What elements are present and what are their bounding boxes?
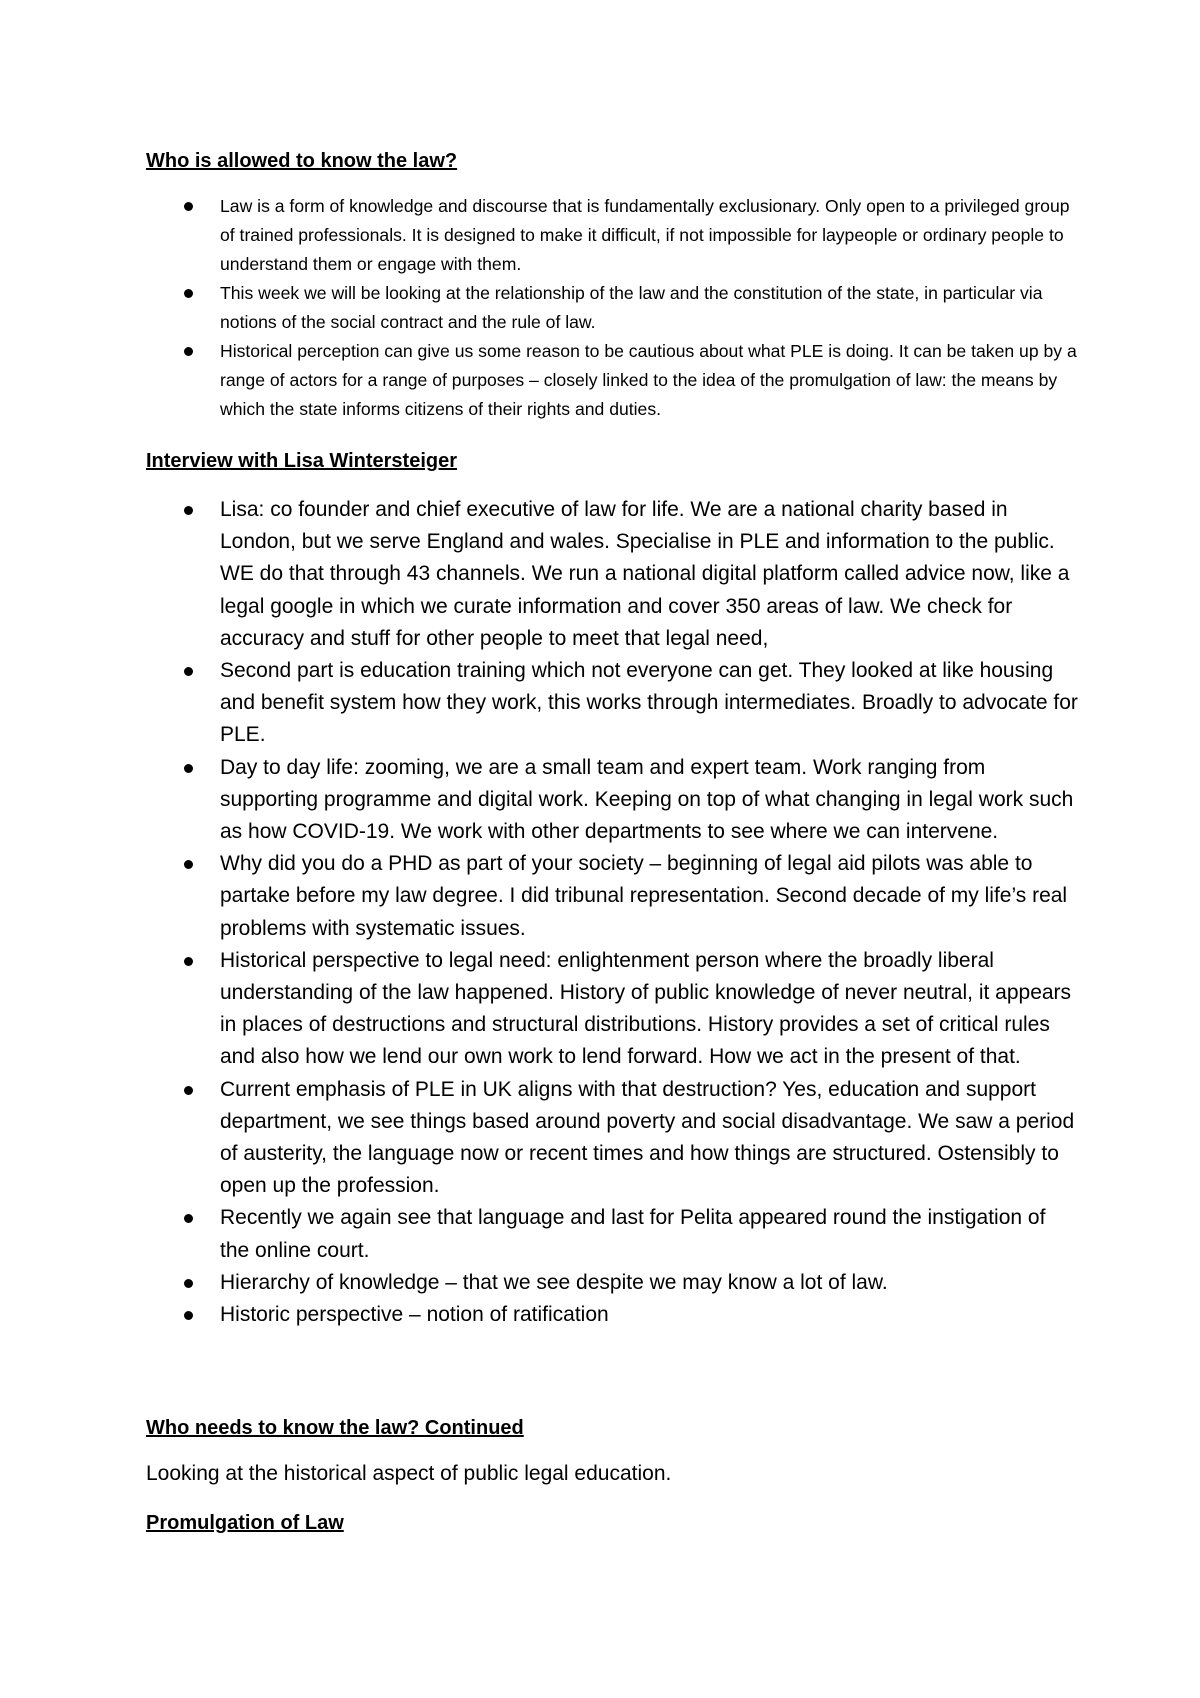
section-heading: Interview with Lisa Wintersteiger <box>146 450 458 472</box>
list-item: Why did you do a PHD as part of your society – beginning of legal aid pilots was able to partake before my law degree. I did tribunal representation. Second decade of my life’s real problems with systematic issues. <box>0 848 1080 945</box>
list-item: Current emphasis of PLE in UK aligns with that destruction? Yes, education and support department, we see things based around poverty and social disadvantage. We saw a period of austerity, the language now or recent times and how things are structured. Ostensibly to open up the profession. <box>0 1074 1080 1203</box>
bullet-list <box>0 192 1080 424</box>
list-item: Historic perspective – notion of ratification <box>0 1299 1080 1331</box>
list-item: Day to day life: zooming, we are a small team and expert team. Work ranging from supporting programme and digital work. Keeping on top of what changing in legal work such as how COVID-19. We work with other departments to see where we can intervene. <box>0 752 1080 849</box>
list-item: This week we will be looking at the relationship of the law and the constitution of the state, in particular via notions of the social contract and the rule of law. <box>0 279 1080 337</box>
section-heading: Who is allowed to know the law? <box>146 150 458 172</box>
list-item: Historical perspective to legal need: enlightenment person where the broadly liberal understanding of the law happened. History of public knowledge of never neutral, it appears in places of destructions and structural distributions. History provides a set of critical rules and also how we lend our own work to lend forward. How we act in the present of that. <box>0 945 1080 1074</box>
list-item: Hierarchy of knowledge – that we see despite we may know a lot of law. <box>0 1267 1080 1299</box>
list-item: Lisa: co founder and chief executive of law for life. We are a national charity based in London, but we serve England and wales. Specialise in PLE and information to the public. WE do that through 43 channels. We run a national digital platform called advice now, like a legal google in which we curate information and cover 350 areas of law. We check for accuracy and stuff for other people to meet that legal need, <box>0 494 1080 655</box>
section-heading: Promulgation of Law <box>146 1512 344 1534</box>
list-item: Law is a form of knowledge and discourse that is fundamentally exclusionary. Only open to a privileged group of trained professionals. It is designed to make it difficult, if not impossible for laypeople or ordinary people to understand them or engage with them. <box>0 192 1080 279</box>
bullet-list <box>0 494 1080 1331</box>
list-item: Recently we again see that language and last for Pelita appeared round the instigation of the online court. <box>0 1202 1080 1266</box>
list-item: Second part is education training which not everyone can get. They looked at like housing and benefit system how they work, this works through intermediates. Broadly to advocate for PLE. <box>0 655 1080 752</box>
section-heading: Who needs to know the law? Continued <box>146 1417 524 1439</box>
paragraph: Looking at the historical aspect of public legal education. <box>146 1462 672 1485</box>
list-item: Historical perception can give us some reason to be cautious about what PLE is doing. It can be taken up by a range of actors for a range of purposes – closely linked to the idea of the promulgation of law: the means by which the state informs citizens of their rights and duties. <box>0 337 1080 424</box>
